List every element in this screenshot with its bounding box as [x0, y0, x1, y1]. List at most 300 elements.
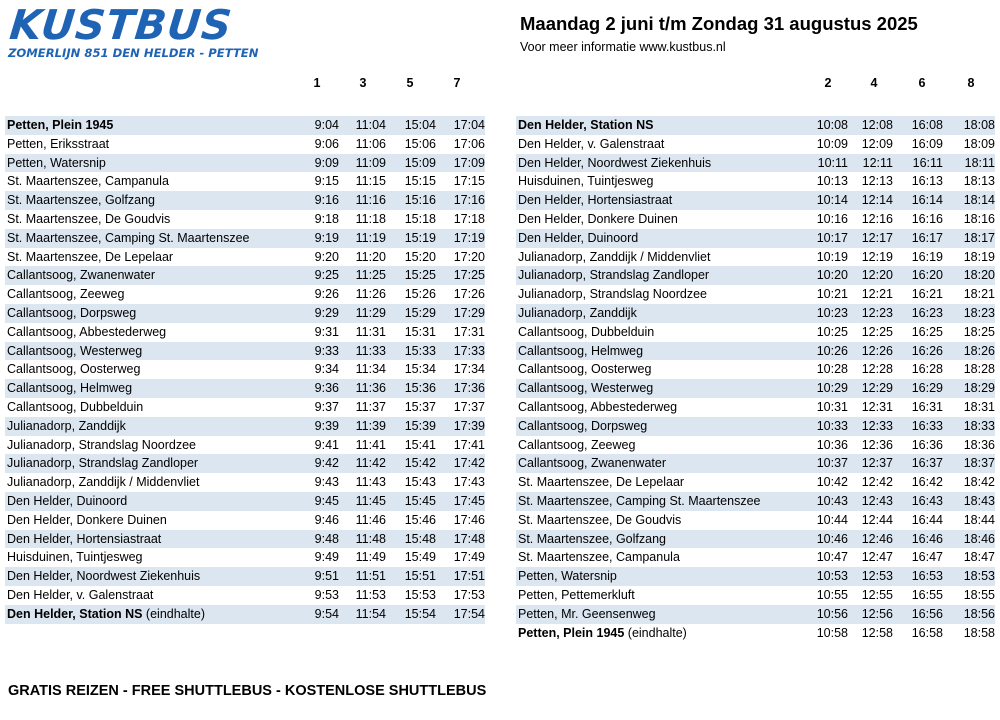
departure-time: 12:13 [861, 174, 893, 189]
table-row [5, 172, 485, 191]
departure-time: 18:19 [963, 249, 995, 264]
stop-label: St. Maartenszee, Camping St. Maartenszee [518, 493, 761, 508]
departure-time: 15:48 [404, 531, 436, 546]
table-row [5, 248, 485, 267]
departure-time: 18:56 [963, 606, 995, 621]
stop-name [7, 135, 109, 154]
departure-time: 15:41 [404, 437, 436, 452]
stop-label: Callantsoog, Zeeweg [7, 287, 125, 302]
departure-time: 12:56 [861, 606, 893, 621]
stop-label: Den Helder, Duinoord [518, 230, 639, 245]
departure-time: 18:21 [963, 287, 995, 302]
departure-time: 10:42 [816, 475, 848, 490]
departure-time: 15:42 [404, 456, 436, 471]
departure-time: 12:16 [861, 211, 893, 226]
table-row [516, 511, 995, 530]
departure-time: 12:08 [861, 118, 893, 132]
table-row [516, 210, 995, 229]
departure-time: 10:20 [816, 268, 848, 283]
page-title: Maandag 2 juni t/m Zondag 31 augustus 2025 [520, 13, 918, 34]
stop-name [7, 304, 136, 323]
departure-time: 15:53 [404, 587, 436, 602]
departure-time: 12:47 [861, 550, 893, 565]
stop-name [7, 492, 127, 511]
stop-label: Den Helder, v. Galenstraat [7, 587, 154, 602]
departure-time: 15:25 [404, 268, 436, 283]
stop-label: Den Helder, v. Galenstraat [518, 136, 665, 151]
stop-name [518, 323, 654, 342]
departure-time: 9:37 [314, 399, 339, 414]
table-row [516, 492, 995, 511]
stop-label: Den Helder, Station NS [7, 606, 143, 621]
table-row [516, 323, 995, 342]
departure-time: 12:53 [861, 569, 893, 584]
stop-label: Den Helder, Hortensiastraat [518, 193, 673, 208]
stop-label: Callantsoog, Dorpsweg [518, 418, 648, 433]
departure-time: 16:36 [911, 437, 943, 452]
departure-time: 15:33 [404, 343, 436, 358]
departure-time: 16:25 [911, 324, 943, 339]
departure-time: 12:58 [861, 625, 893, 640]
trip-number: 6 [918, 76, 926, 90]
stop-label: Callantsoog, Zwanenwater [518, 456, 666, 471]
departure-time: 10:47 [816, 550, 848, 565]
departure-time: 10:58 [816, 625, 848, 640]
table-row [516, 473, 995, 492]
stop-name [518, 210, 678, 229]
departure-time: 17:33 [453, 343, 485, 358]
stop-label: Den Helder, Donkere Duinen [518, 211, 678, 226]
departure-time: 10:25 [816, 324, 848, 339]
departure-time: 17:16 [453, 193, 485, 208]
stop-label: Petten, Watersnip [518, 569, 617, 584]
logo-subtitle: ZOMERLIJN 851 DEN HELDER - PETTEN [8, 46, 259, 60]
departure-time: 18:23 [963, 305, 995, 320]
departure-time: 12:17 [861, 230, 893, 245]
departure-time: 15:15 [404, 174, 436, 189]
departure-time: 9:15 [314, 174, 339, 189]
departure-time: 11:25 [355, 268, 386, 283]
departure-time: 18:14 [963, 193, 995, 208]
stop-name [518, 172, 654, 191]
departure-time: 17:25 [453, 268, 485, 283]
table-row [5, 605, 485, 624]
departure-time: 18:46 [963, 531, 995, 546]
departure-time: 18:17 [963, 230, 995, 245]
stop-label: Petten, Pettemerkluft [518, 587, 635, 602]
departure-time: 16:53 [911, 569, 943, 584]
departure-time: 12:42 [861, 475, 893, 490]
trip-number-header [5, 76, 485, 94]
departure-time: 16:16 [911, 211, 943, 226]
departure-time: 11:37 [355, 399, 386, 414]
table-row [5, 285, 485, 304]
departure-time: 10:16 [816, 211, 848, 226]
departure-time: 10:46 [816, 531, 848, 546]
departure-time: 17:29 [453, 305, 485, 320]
departure-time: 10:17 [816, 230, 848, 245]
timetable-petten-den-helder [5, 76, 485, 624]
departure-time: 18:13 [963, 174, 995, 189]
departure-time: 18:31 [963, 399, 995, 414]
departure-time: 12:33 [861, 418, 893, 433]
departure-time: 18:33 [963, 418, 995, 433]
stop-label: Petten, Eriksstraat [7, 136, 110, 151]
departure-time: 11:04 [355, 118, 386, 132]
departure-time: 17:18 [453, 211, 485, 226]
table-row [516, 586, 995, 605]
stop-label: Den Helder, Hortensiastraat [7, 531, 162, 546]
stop-label: Petten, Watersnip [7, 155, 106, 170]
stop-suffix: (eindhalte) [624, 625, 687, 640]
stop-name [518, 436, 635, 455]
info-text: Voor meer informatie www.kustbus.nl [520, 40, 726, 54]
stop-name [7, 379, 132, 398]
departure-time: 10:28 [816, 362, 848, 377]
departure-time: 15:39 [404, 418, 436, 433]
departure-time: 12:28 [861, 362, 893, 377]
departure-time: 18:58 [963, 625, 995, 640]
stop-label: Huisduinen, Tuintjesweg [518, 174, 654, 189]
stop-name [518, 229, 638, 248]
departure-time: 10:13 [816, 174, 848, 189]
departure-time: 16:28 [911, 362, 943, 377]
stop-label: Callantsoog, Dorpsweg [7, 305, 137, 320]
table-row [516, 285, 995, 304]
table-row [516, 266, 995, 285]
table-row [5, 210, 485, 229]
table-row [516, 436, 995, 455]
table-row [516, 191, 995, 210]
departure-time: 17:41 [453, 437, 485, 452]
departure-time: 18:44 [963, 512, 995, 527]
departure-time: 11:09 [355, 155, 386, 170]
departure-time: 18:08 [963, 118, 995, 132]
stop-label: Callantsoog, Zeeweg [518, 437, 636, 452]
departure-time: 11:31 [355, 324, 386, 339]
departure-time: 12:31 [861, 399, 893, 414]
stop-name [518, 135, 664, 154]
stop-name [7, 586, 153, 605]
stop-label: Julianadorp, Strandslag Zandloper [7, 456, 199, 471]
stop-name [7, 229, 249, 248]
departure-time: 17:04 [453, 118, 485, 132]
table-row [516, 567, 995, 586]
stop-name [518, 417, 647, 436]
trip-number: 2 [824, 76, 832, 90]
departure-time: 10:44 [816, 512, 848, 527]
departure-time: 9:29 [314, 305, 339, 320]
departure-time: 18:55 [963, 587, 995, 602]
departure-time: 10:19 [816, 249, 848, 264]
departure-time: 15:51 [404, 569, 436, 584]
stop-name [7, 417, 126, 436]
table-row [5, 304, 485, 323]
trip-number: 5 [406, 76, 414, 90]
table-row [516, 229, 995, 248]
table-row [516, 398, 995, 417]
departure-time: 16:43 [911, 493, 943, 508]
departure-time: 12:20 [861, 268, 893, 283]
departure-time: 15:34 [404, 362, 436, 377]
stop-name [518, 191, 672, 210]
departure-time: 17:37 [453, 399, 485, 414]
departure-time: 9:19 [314, 230, 339, 245]
table-row [5, 323, 485, 342]
departure-time: 9:41 [314, 437, 339, 452]
departure-time: 11:20 [355, 249, 386, 264]
stop-name [518, 511, 681, 530]
departure-time: 18:36 [963, 437, 995, 452]
stop-name [7, 154, 106, 173]
departure-time: 9:04 [314, 118, 339, 132]
departure-time: 16:55 [911, 587, 943, 602]
stop-name [518, 116, 653, 135]
departure-time: 15:29 [404, 305, 436, 320]
departure-time: 12:44 [861, 512, 893, 527]
stop-name [518, 473, 684, 492]
departure-time: 9:54 [314, 606, 339, 621]
stop-name [7, 323, 166, 342]
departure-time: 10:43 [816, 493, 848, 508]
departure-time: 10:23 [816, 305, 848, 320]
departure-time: 9:48 [314, 531, 339, 546]
table-row [516, 304, 995, 323]
stop-label: Callantsoog, Oosterweg [7, 362, 141, 377]
stop-name [518, 266, 709, 285]
stop-label: Julianadorp, Strandslag Noordzee [7, 437, 197, 452]
trip-number: 1 [313, 76, 321, 90]
table-row [516, 454, 995, 473]
stop-name [7, 454, 198, 473]
departure-time: 18:42 [963, 475, 995, 490]
table-row [516, 116, 995, 135]
trip-number: 7 [453, 76, 461, 90]
stop-name [7, 398, 143, 417]
departure-time: 12:25 [861, 324, 893, 339]
table-row [516, 248, 995, 267]
stop-label: Huisduinen, Tuintjesweg [7, 550, 143, 565]
departure-time: 10:14 [816, 193, 848, 208]
stop-list [5, 116, 485, 624]
departure-time: 11:19 [355, 230, 386, 245]
departure-time: 9:49 [314, 550, 339, 565]
departure-time: 15:31 [404, 324, 436, 339]
departure-time: 18:37 [963, 456, 995, 471]
departure-time: 18:47 [963, 550, 995, 565]
departure-time: 15:26 [404, 287, 436, 302]
stop-name [518, 586, 635, 605]
stop-name [7, 191, 155, 210]
stop-label: Callantsoog, Helmweg [7, 381, 133, 396]
departure-time: 12:19 [861, 249, 893, 264]
stop-name [7, 266, 155, 285]
departure-time: 17:53 [453, 587, 485, 602]
departure-time: 11:51 [355, 569, 386, 584]
stop-suffix: (eindhalte) [142, 606, 205, 621]
table-row [5, 360, 485, 379]
table-row [5, 154, 485, 173]
departure-time: 11:06 [355, 136, 386, 151]
table-row [5, 492, 485, 511]
departure-time: 9:34 [314, 362, 339, 377]
departure-time: 16:26 [911, 343, 943, 358]
departure-time: 12:11 [862, 155, 893, 170]
departure-time: 18:16 [963, 211, 995, 226]
departure-time: 17:48 [453, 531, 485, 546]
departure-time: 18:11 [964, 155, 995, 170]
departure-time: 17:46 [453, 512, 485, 527]
departure-time: 9:39 [314, 418, 339, 433]
departure-time: 18:43 [963, 493, 995, 508]
table-row [516, 417, 995, 436]
departure-time: 12:09 [861, 136, 893, 151]
stop-label: St. Maartenszee, De Goudvis [7, 211, 171, 226]
stop-name [518, 624, 687, 643]
departure-time: 15:49 [404, 550, 436, 565]
stop-label: Petten, Plein 1945 [518, 625, 625, 640]
departure-time: 11:45 [355, 493, 386, 508]
departure-time: 15:36 [404, 381, 436, 396]
departure-time: 11:49 [355, 550, 386, 565]
stop-name [518, 454, 666, 473]
table-row [5, 454, 485, 473]
stop-name [518, 398, 677, 417]
stop-label: Julianadorp, Strandslag Noordzee [518, 287, 708, 302]
stop-label: St. Maartenszee, De Lepelaar [518, 475, 685, 490]
table-row [5, 567, 485, 586]
departure-time: 10:31 [816, 399, 848, 414]
stop-label: Julianadorp, Zanddijk [518, 305, 637, 320]
stop-name [7, 511, 167, 530]
departure-time: 10:11 [817, 155, 848, 170]
departure-time: 15:16 [404, 193, 436, 208]
trip-number-header [516, 76, 995, 94]
table-row [5, 398, 485, 417]
table-row [516, 605, 995, 624]
departure-time: 18:53 [963, 569, 995, 584]
departure-time: 9:46 [314, 512, 339, 527]
table-row [516, 172, 995, 191]
stop-name [518, 605, 656, 624]
departure-time: 16:19 [911, 249, 943, 264]
stop-name [518, 154, 711, 173]
departure-time: 10:26 [816, 343, 848, 358]
departure-time: 10:33 [816, 418, 848, 433]
stop-label: St. Maartenszee, Campanula [7, 174, 169, 189]
departure-time: 15:19 [404, 230, 436, 245]
departure-time: 16:20 [911, 268, 943, 283]
stop-name [7, 248, 173, 267]
table-row [5, 417, 485, 436]
departure-time: 10:36 [816, 437, 848, 452]
departure-time: 11:34 [355, 362, 386, 377]
stop-name [518, 304, 637, 323]
departure-time: 17:31 [453, 324, 485, 339]
stop-label: Den Helder, Donkere Duinen [7, 512, 167, 527]
departure-time: 12:43 [861, 493, 893, 508]
departure-time: 16:23 [911, 305, 943, 320]
footer-note: GRATIS REIZEN - FREE SHUTTLEBUS - KOSTENLOSE SHUTTLEBUS [8, 683, 487, 699]
stop-name [7, 530, 161, 549]
timetable-den-helder-petten [516, 76, 995, 642]
stop-label: Den Helder, Duinoord [7, 493, 128, 508]
departure-time: 11:48 [355, 531, 386, 546]
stop-label: Julianadorp, Zanddijk / Middenvliet [7, 475, 200, 490]
stop-label: Callantsoog, Abbestederweg [7, 324, 167, 339]
departure-time: 17:26 [453, 287, 485, 302]
departure-time: 18:29 [963, 381, 995, 396]
stop-label: Den Helder, Noordwest Ziekenhuis [518, 155, 712, 170]
logo-title: KUSTBUS [7, 1, 235, 49]
table-row [516, 135, 995, 154]
departure-time: 12:23 [861, 305, 893, 320]
departure-time: 11:18 [355, 211, 386, 226]
departure-time: 17:54 [453, 606, 485, 621]
stop-label: St. Maartenszee, Golfzang [518, 531, 666, 546]
stop-label: Petten, Mr. Geensenweg [518, 606, 656, 621]
stop-label: Callantsoog, Oosterweg [518, 362, 652, 377]
departure-time: 18:26 [963, 343, 995, 358]
departure-time: 11:29 [355, 305, 386, 320]
departure-time: 12:46 [861, 531, 893, 546]
departure-time: 15:37 [404, 399, 436, 414]
departure-time: 10:21 [816, 287, 848, 302]
departure-time: 12:36 [861, 437, 893, 452]
table-row [5, 473, 485, 492]
stop-name [7, 342, 142, 361]
table-row [5, 586, 485, 605]
departure-time: 9:42 [314, 456, 339, 471]
stop-name [518, 548, 680, 567]
table-row [5, 436, 485, 455]
table-row [516, 360, 995, 379]
departure-time: 16:37 [911, 456, 943, 471]
departure-time: 15:20 [404, 249, 436, 264]
stop-label: Den Helder, Station NS [518, 118, 654, 132]
stop-name [518, 530, 666, 549]
table-row [5, 379, 485, 398]
stop-label: Callantsoog, Westerweg [518, 381, 654, 396]
departure-time: 9:31 [314, 324, 339, 339]
departure-time: 11:43 [355, 475, 386, 490]
stop-label: Callantsoog, Helmweg [518, 343, 644, 358]
departure-time: 16:47 [911, 550, 943, 565]
stop-name [7, 473, 199, 492]
table-row [5, 191, 485, 210]
departure-time: 11:16 [355, 193, 386, 208]
table-row [5, 229, 485, 248]
stop-label: Julianadorp, Zanddijk / Middenvliet [518, 249, 711, 264]
stop-label: St. Maartenszee, Golfzang [7, 193, 155, 208]
departure-time: 16:09 [911, 136, 943, 151]
stop-label: Julianadorp, Zanddijk [7, 418, 126, 433]
departure-time: 16:56 [911, 606, 943, 621]
stop-label: St. Maartenszee, Campanula [518, 550, 680, 565]
stop-name [518, 492, 760, 511]
departure-time: 11:53 [355, 587, 386, 602]
departure-time: 10:08 [816, 118, 848, 132]
trip-number: 8 [967, 76, 975, 90]
departure-time: 16:58 [911, 625, 943, 640]
table-row [516, 154, 995, 173]
stop-name [7, 360, 140, 379]
stop-name [7, 567, 200, 586]
departure-time: 10:09 [816, 136, 848, 151]
departure-time: 16:31 [911, 399, 943, 414]
stop-label: St. Maartenszee, De Goudvis [518, 512, 682, 527]
departure-time: 10:29 [816, 381, 848, 396]
